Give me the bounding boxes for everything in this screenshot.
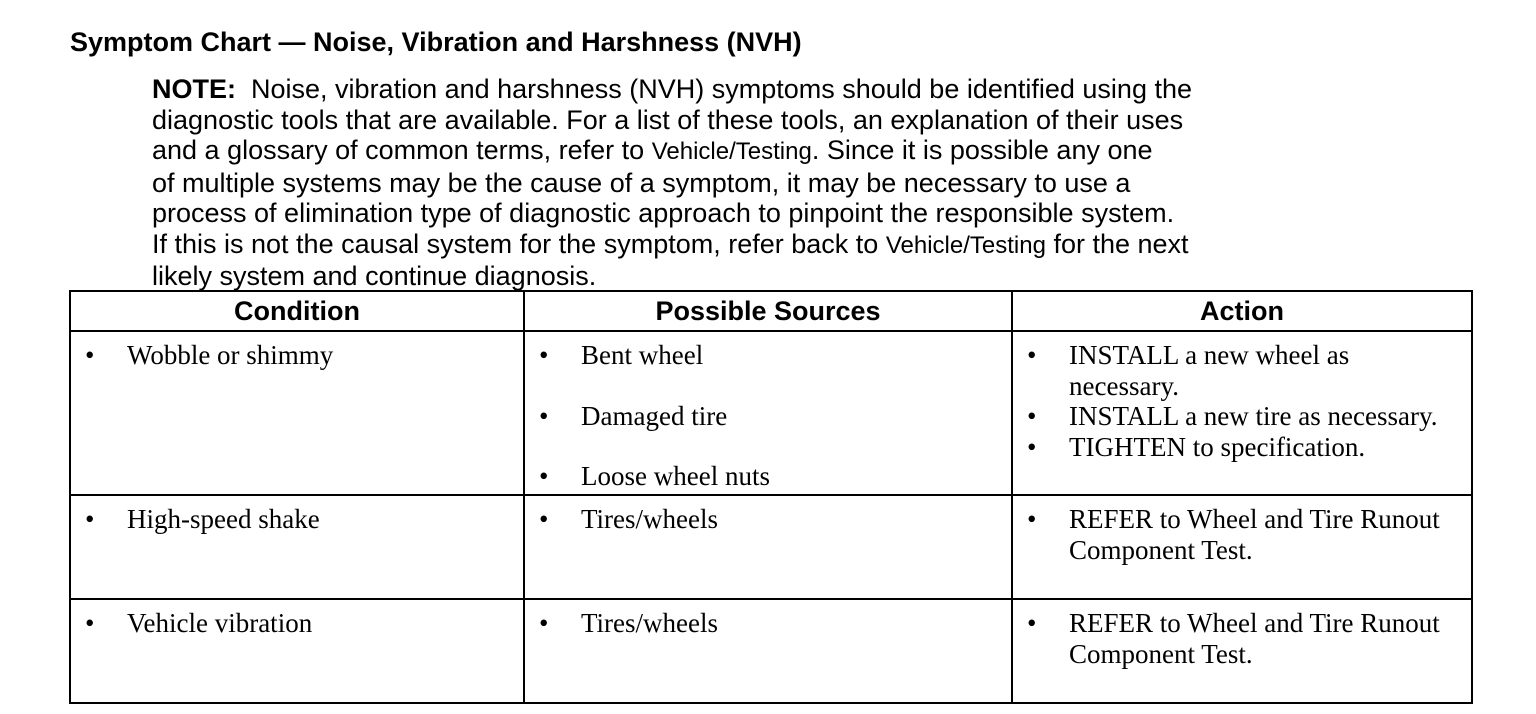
vehicle-testing-reference: Vehicle/Testing: [651, 138, 812, 165]
bullet-icon: •: [1027, 340, 1037, 370]
note-line-2: diagnostic tools that are available. For a list of these tools, an explanation of their uses: [152, 104, 1184, 135]
note-line-5: process of elimination type of diagnostic approach to pinpoint the responsible system.: [152, 198, 1175, 228]
condition-list: [71, 340, 523, 371]
page-title: Symptom Chart — Noise, Vibration and Harshness (NVH): [70, 27, 802, 57]
bullet-icon: •: [539, 340, 549, 370]
condition-list: [71, 504, 523, 535]
note-text-6a: If this is not the causal system for the symptom, refer back to: [152, 228, 879, 259]
source-text: Tires/wheels: [581, 504, 719, 534]
condition-text: High-speed shake: [127, 504, 320, 534]
sources-list: [525, 608, 1011, 639]
sources-list: [525, 340, 1011, 492]
list-item: [525, 504, 1011, 535]
action-text: INSTALL a new wheel as necessary.: [1069, 340, 1350, 401]
list-item: [525, 608, 1011, 639]
action-cell: [1012, 331, 1472, 495]
list-item: [525, 461, 1011, 492]
list-item: [71, 608, 523, 639]
note-line-3: [152, 135, 1372, 168]
bullet-icon: •: [85, 504, 95, 534]
table-header-row: [70, 291, 1472, 331]
list-item: [71, 504, 523, 535]
note-line-6: [152, 229, 1372, 262]
note-line-7: likely system and continue diagnosis.: [152, 261, 597, 291]
list-item: [525, 401, 1011, 432]
symptom-table: [69, 290, 1473, 704]
sources-cell: [524, 495, 1012, 599]
condition-cell: [70, 495, 524, 599]
column-header-action: Action: [1012, 291, 1472, 331]
column-header-condition: Condition: [70, 291, 524, 331]
action-cell: [1012, 495, 1472, 599]
condition-cell: [70, 599, 524, 703]
list-item: [1013, 401, 1471, 432]
actions-list: [1013, 608, 1471, 669]
bullet-icon: •: [539, 461, 549, 491]
action-text: INSTALL a new tire as necessary.: [1069, 401, 1438, 431]
list-item: [1013, 340, 1471, 401]
action-text: REFER to Wheel and Tire Runout Component Test.: [1069, 608, 1440, 669]
bullet-icon: •: [1027, 504, 1037, 534]
sources-cell: [524, 599, 1012, 703]
note-line-4: of multiple systems may be the cause of a symptom, it may be necessary to use a: [152, 167, 1131, 198]
condition-text: Wobble or shimmy: [127, 340, 334, 370]
bullet-icon: •: [1027, 401, 1037, 431]
list-item: [71, 340, 523, 371]
bullet-icon: •: [85, 340, 95, 370]
sources-cell: [524, 331, 1012, 495]
note-text-3a: and a glossary of common terms, refer to: [152, 135, 645, 165]
bullet-icon: •: [1027, 608, 1037, 638]
note-text-1: Noise, vibration and harshness (NVH) symptoms should be identified using the: [251, 74, 1192, 104]
table-row: [70, 331, 1472, 495]
table-row: [70, 599, 1472, 703]
source-text: Tires/wheels: [581, 608, 719, 638]
list-item: [525, 340, 1011, 371]
list-item: [1013, 504, 1471, 565]
column-header-possible-sources: Possible Sources: [524, 291, 1012, 331]
source-text: Damaged tire: [581, 400, 728, 431]
sources-list: [525, 504, 1011, 535]
source-text: Bent wheel: [581, 340, 704, 370]
note-label: NOTE:: [152, 74, 236, 104]
note-paragraph: [152, 74, 1372, 292]
note-text-3b: . Since it is possible any one: [811, 135, 1153, 165]
bullet-icon: •: [539, 504, 549, 534]
note-line-1: [152, 74, 1372, 105]
table-row: [70, 495, 1472, 599]
bullet-icon: •: [539, 608, 549, 638]
list-item: [1013, 432, 1471, 463]
bullet-icon: •: [539, 400, 549, 431]
note-text-6b: for the next: [1053, 228, 1189, 259]
vehicle-testing-reference: Vehicle/Testing: [885, 231, 1046, 259]
condition-list: [71, 608, 523, 639]
action-text: REFER to Wheel and Tire Runout Component Test.: [1069, 504, 1440, 565]
source-text: Loose wheel nuts: [581, 461, 770, 491]
actions-list: [1013, 504, 1471, 565]
condition-text: Vehicle vibration: [127, 608, 313, 638]
action-text: TIGHTEN to specification.: [1069, 431, 1366, 462]
bullet-icon: •: [1027, 431, 1037, 462]
action-cell: [1012, 599, 1472, 703]
list-item: [1013, 608, 1471, 669]
actions-list: [1013, 340, 1471, 462]
bullet-icon: •: [85, 608, 95, 638]
condition-cell: [70, 331, 524, 495]
